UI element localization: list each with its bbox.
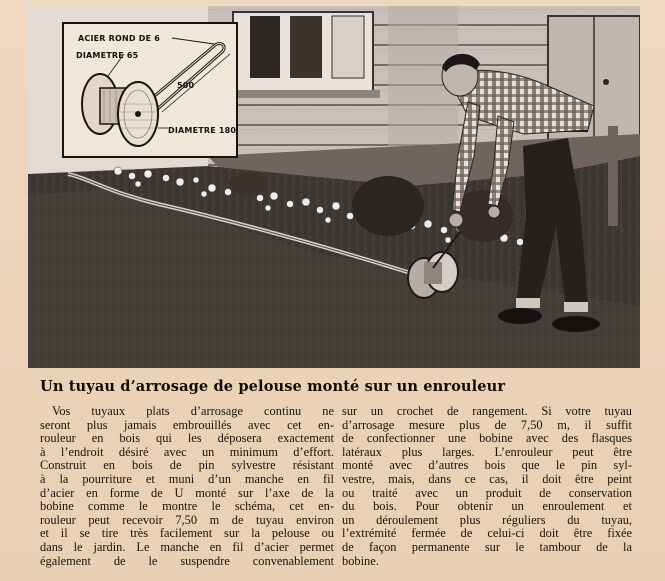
text-line: rouleur peut recevoir 7,50 m de tuyau environ (40, 512, 334, 527)
text-line: ou traité avec un produit de conservation (342, 485, 632, 500)
text-line: du bois. Pour obtenir un enroulement et (342, 499, 632, 514)
text-line: d’acier en forme de U monté sur l’axe de la (40, 485, 334, 500)
text-line: rouleur en bois qui les déposera exactement (40, 431, 334, 446)
text-line: vestre, mais, dans ce cas, il doit être peint (342, 471, 632, 486)
text-line: bobine comme le montre le schéma, cet en- (40, 499, 334, 514)
reel-schematic-diagram (62, 22, 238, 158)
text-line: de confectionner une bobine avec des flasques (342, 431, 632, 446)
text-line: Vos tuyaux plats d’arrosage continu ne (52, 404, 334, 418)
illustration-man-reeling-hose (28, 6, 640, 368)
label-diametre-65: DIAMETRE 65 (76, 51, 139, 60)
text-line: monté avec d’autres bois que le pin syl- (342, 458, 632, 473)
article-column-right (342, 405, 632, 568)
label-500: 500 (177, 81, 195, 90)
text-line: de façon permanente sur le tambour de la (342, 539, 632, 554)
text-line: et il se tire très facilement sur la pelouse ou (40, 526, 334, 541)
text-line: l’extrémité fermée de celui-ci doit être fixée (342, 526, 632, 541)
text-line: bobine. (342, 553, 379, 568)
text-line: également de le suspendre convenablement (40, 553, 334, 568)
text-line: latéraux plus larges. L’enrouleur peut être (342, 444, 632, 459)
text-line: à l’endroit désiré avec un minimum d’effort. (40, 444, 334, 459)
text-line: sur un crochet de rangement. Si votre tuyau (342, 404, 632, 418)
text-line: un déroulement plus réguliers du tuyau, (342, 512, 632, 527)
text-line: seront plus jamais embrouillés avec cet en- (40, 417, 334, 432)
article-title: Un tuyau d’arrosage de pelouse monté sur un enrouleur (40, 378, 506, 395)
text-line: Construit en bois de pin sylvestre résistant (40, 458, 334, 473)
label-diametre-180: DIAMETRE 180 (168, 126, 237, 135)
reel-schematic-drawing (64, 24, 236, 156)
label-acier-rond: ACIER ROND DE 6 (78, 34, 160, 43)
text-line: dans le jardin. Le manche en fil d’acier permet (40, 539, 334, 554)
text-line: à la pourriture et muni d’un manche en fil (40, 471, 334, 486)
article-column-left (40, 405, 334, 568)
text-line: d’arrosage mesure plus de 7,50 m, il suffit (342, 417, 632, 432)
